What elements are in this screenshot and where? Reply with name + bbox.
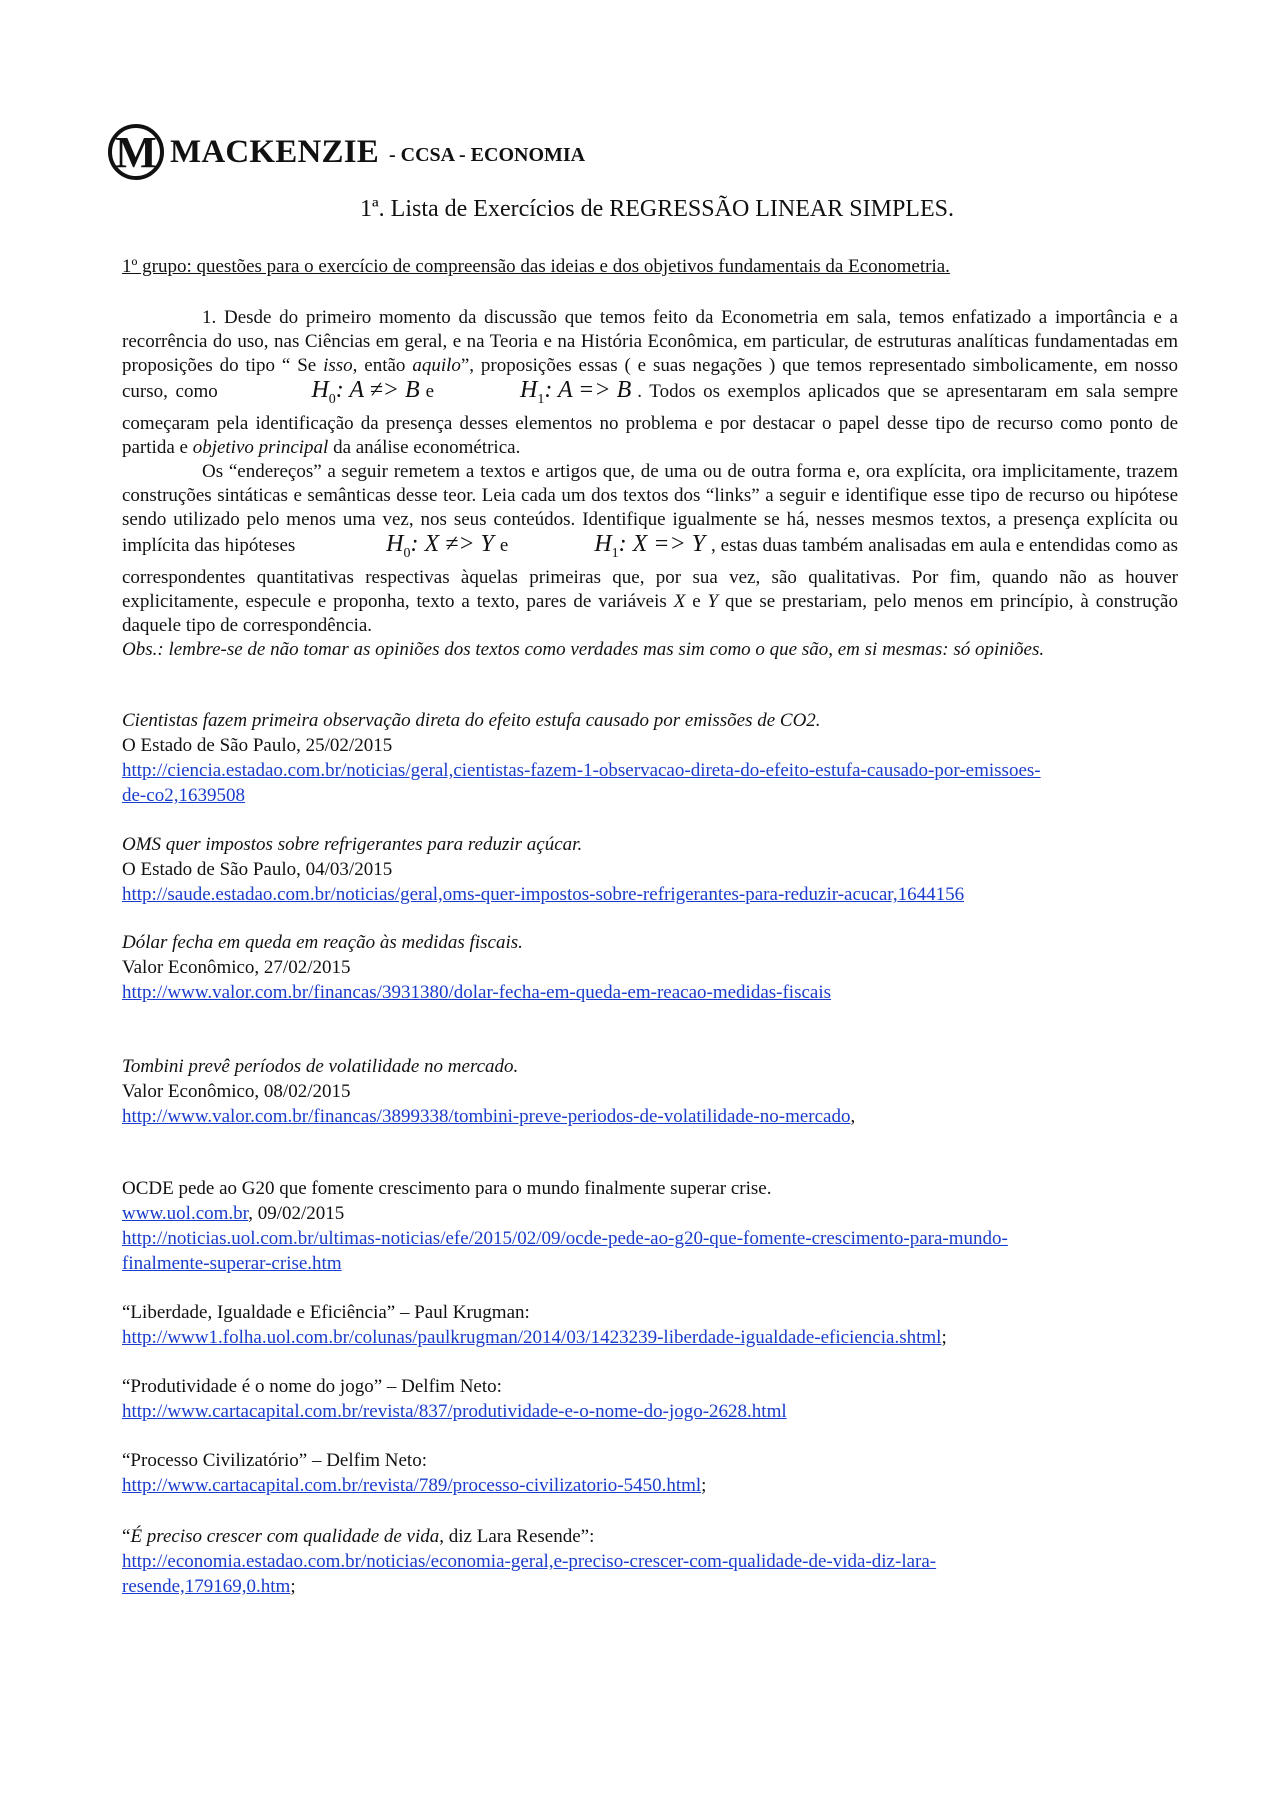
reference-item	[122, 832, 1178, 907]
source-link[interactable]: www.uol.com.br	[122, 1203, 249, 1224]
reference-item	[122, 1054, 1178, 1129]
reference-source: Valor Econômico, 08/02/2015	[122, 1081, 351, 1102]
h-symbol: H	[386, 530, 404, 557]
brand-subtitle: - CCSA - ECONOMIA	[389, 143, 586, 166]
mackenzie-logo-icon	[108, 124, 164, 180]
reference-title	[122, 1524, 1178, 1549]
reference-item	[122, 1524, 1178, 1599]
subscript: 0	[328, 391, 336, 407]
subscript: 0	[403, 545, 411, 561]
group-heading: 1º grupo: questões para o exercício de compreensão das ideias e dos objetivos fundamentais da Econometria.	[122, 256, 950, 277]
formula-text: : X ≠> Y	[410, 530, 494, 557]
formula-text: : A => B	[544, 377, 632, 403]
reference-title-rest: , diz Lara Resende”:	[439, 1526, 595, 1547]
reference-item	[122, 1448, 1178, 1498]
formula-h0-xy	[306, 532, 494, 566]
reference-item	[122, 1374, 1178, 1424]
reference-link[interactable]: http://noticias.uol.com.br/ultimas-noticias/efe/2015/02/09/ocde-pede-ao-g20-que-fomente-crescimento-para-mundo-	[122, 1228, 1008, 1249]
reference-link[interactable]: http://www.cartacapital.com.br/revista/789/processo-civilizatorio-5450.html	[122, 1475, 702, 1496]
p1-text-c: ”, proposições essas ( e suas negações ) que temos representado simbolicamente, em nosso curso, como	[122, 355, 1178, 402]
reference-item	[122, 1300, 1178, 1350]
reference-link[interactable]: http://economia.estadao.com.br/noticias/economia-geral,e-preciso-crescer-com-qualidade-de-vida-diz-lara-	[122, 1551, 937, 1572]
p2-conj: e	[499, 534, 509, 556]
paragraph-2	[122, 460, 1178, 638]
reference-title: Cientistas fazem primeira observação direta do efeito estufa causado por emissões de CO2.	[122, 710, 821, 731]
reference-source-date: , 09/02/2015	[248, 1203, 345, 1224]
reference-source: Valor Econômico, 27/02/2015	[122, 957, 351, 978]
subscript: 1	[611, 545, 619, 561]
trailing-punct: ;	[941, 1327, 947, 1348]
reference-title-italic: É preciso crescer com qualidade de vida	[130, 1526, 440, 1547]
reference-item	[122, 708, 1178, 808]
h-symbol: H	[594, 530, 612, 557]
p1-conj: e	[425, 381, 435, 402]
reference-title: OCDE pede ao G20 que fomente crescimento para o mundo finalmente superar crise.	[122, 1178, 772, 1199]
trailing-punct: ;	[701, 1475, 707, 1496]
formula-h0-ab	[231, 378, 419, 412]
reference-link[interactable]: http://www1.folha.uol.com.br/colunas/paulkrugman/2014/03/1423239-liberdade-igualdade-eficiencia.shtml	[122, 1327, 942, 1348]
p2-and: e	[685, 590, 708, 612]
formula-h1-xy	[514, 532, 705, 566]
reference-source: O Estado de São Paulo, 25/02/2015	[122, 735, 393, 756]
p1-objetivo: objetivo principal	[192, 436, 329, 458]
reference-link[interactable]: http://www.cartacapital.com.br/revista/837/produtividade-e-o-nome-do-jogo-2628.html	[122, 1401, 787, 1422]
observation-note: Obs.: lembre-se de não tomar as opiniões dos textos como verdades mas sim como o que são, em si mesmas: só opiniões.	[122, 638, 1045, 660]
reference-title: OMS quer impostos sobre refrigerantes para reduzir açúcar.	[122, 834, 583, 855]
brand-name: MACKENZIE	[170, 133, 379, 170]
trailing-punct: ;	[290, 1576, 296, 1597]
p2-text-c: que se prestariam, pelo menos em princípio, à construção daquele tipo de correspondência.	[122, 590, 1178, 636]
formula-h1-ab	[440, 378, 631, 412]
reference-link-cont[interactable]: de-co2,1639508	[122, 785, 245, 806]
exercise-body	[122, 306, 1178, 662]
reference-title: Tombini prevê períodos de volatilidade no mercado.	[122, 1056, 519, 1077]
p1-text-e: da análise econométrica.	[328, 436, 521, 458]
formula-text: : X => Y	[618, 530, 706, 557]
reference-link-cont[interactable]: finalmente-superar-crise.htm	[122, 1253, 342, 1274]
p1-aquilo: aquilo	[412, 355, 461, 376]
p2-x: X	[673, 590, 686, 612]
header	[108, 120, 585, 184]
formula-text: : A ≠> B	[335, 377, 420, 403]
reference-title: Dólar fecha em queda em reação às medidas fiscais.	[122, 932, 523, 953]
h-symbol: H	[311, 377, 329, 403]
p1-text-d: . Todos os exemplos aplicados que se apresentaram em sala sempre começaram pela identificação da presença desses elementos no problema e por destacar o papel desse tipo de recurso como ponto de partida e	[122, 381, 1179, 458]
p1-text-b: , então	[352, 355, 413, 376]
reference-link[interactable]: http://saude.estadao.com.br/noticias/geral,oms-quer-impostos-sobre-refrigerantes-para-reduzir-acucar,1644156	[122, 884, 965, 905]
quote-open: “	[122, 1526, 131, 1547]
paragraph-1	[122, 306, 1178, 460]
reference-link[interactable]: http://www.valor.com.br/financas/3931380/dolar-fecha-em-queda-em-reacao-medidas-fiscais	[122, 982, 832, 1003]
reference-title: “Liberdade, Igualdade e Eficiência” – Paul Krugman:	[122, 1302, 530, 1323]
reference-item	[122, 930, 1178, 1005]
reference-title: “Processo Civilizatório” – Delfim Neto:	[122, 1450, 427, 1471]
p1-isso: isso	[323, 355, 353, 376]
reference-link[interactable]: http://www.valor.com.br/financas/3899338/tombini-preve-periodos-de-volatilidade-no-mercado	[122, 1106, 851, 1127]
h-symbol: H	[520, 377, 538, 403]
subscript: 1	[537, 391, 545, 407]
trailing-punct: ,	[850, 1106, 856, 1127]
p1-text-a: 1. Desde do primeiro momento da discussão que temos feito da Econometria em sala, temos enfatizado a importância e a recorrência do uso, nas Ciências em geral, e na Teoria e na História Econômica, em particular, de estruturas analíticas fundamentadas em proposições do tipo “ Se	[122, 307, 1178, 376]
p2-text-a: Os “endereços” a seguir remetem a textos e artigos que, de uma ou de outra forma e, ora explícita, ora implicitamente, trazem construções sintáticas e semânticas desse teor. Leia cada um dos textos dos “links” a seguir e identifique esse tipo de recurso ou hipótese sendo utilizado pelo menos uma vez, nos seus conteúdos. Identifique igualmente se há, nesses mesmos textos, a presença explícita ou implícita das hipóteses	[122, 460, 1178, 556]
reference-title: “Produtividade é o nome do jogo” – Delfim Neto:	[122, 1376, 502, 1397]
reference-source: O Estado de São Paulo, 04/03/2015	[122, 859, 393, 880]
p2-text-b: , estas duas também analisadas em aula e entendidas como as correspondentes quantitativas respectivas àquelas primeiras que, por sua vez, são qualitativas. Por fim, quando não as houver explicitamente, especule e proponha, texto a texto, pares de variáveis	[122, 534, 1178, 612]
logo-letter: M	[115, 128, 157, 177]
reference-item	[122, 1176, 1178, 1276]
reference-link-cont[interactable]: resende,179169,0.htm	[122, 1576, 291, 1597]
p2-y: Y	[707, 590, 719, 612]
page-title: 1ª. Lista de Exercícios de REGRESSÃO LINEAR SIMPLES.	[360, 196, 954, 222]
reference-link[interactable]: http://ciencia.estadao.com.br/noticias/geral,cientistas-fazem-1-observacao-direta-do-efeito-estufa-causado-por-emissoes-	[122, 760, 1041, 781]
